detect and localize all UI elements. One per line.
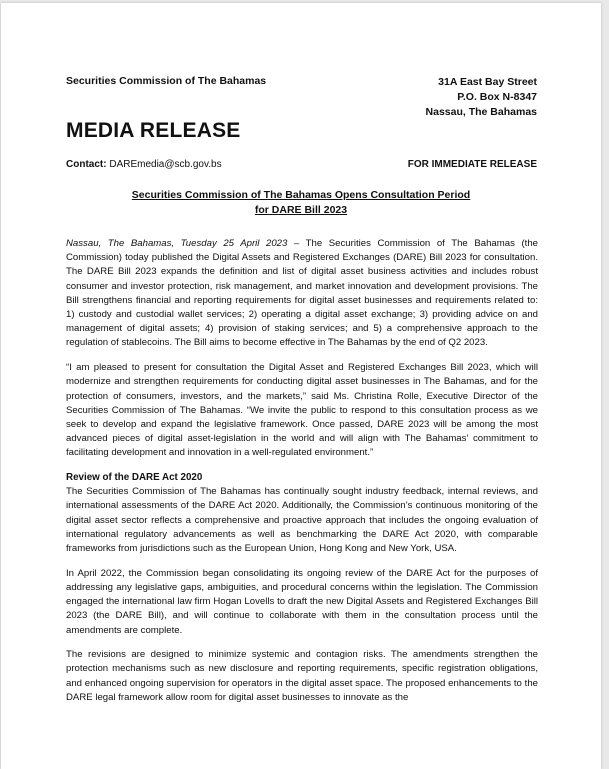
headline-line: for DARE Bill 2023	[254, 204, 348, 216]
headline	[66, 188, 536, 218]
document-page	[1, 3, 601, 769]
paragraph: The revisions are designed to minimize systemic and contagion risks. The amendments strengthen the protection mechanisms such as new disclosure and reporting requirements, specific registration obligations, and enhanced ongoing supervision for operators in the digital asset space. The proposed enhancements to the DARE legal framework allow room for digital asset businesses to innovate as the	[66, 649, 538, 703]
headline-line: Securities Commission of The Bahamas Opens Consultation Period	[131, 189, 471, 201]
paragraph: In April 2022, the Commission began consolidating its ongoing review of the DARE Act for the purposes of addressing any legislative gaps, ambiguities, and procedural concerns within the legislation. The Commission engaged the international law firm Hogan Lovells to draft the new Digital Assets and Registered Exchanges Bill 2023 (the DARE Bill), and will continue to collaborate with them in the consultation process until the amendments are complete.	[66, 567, 538, 636]
section-heading: Review of the DARE Act 2020	[66, 472, 203, 484]
paragraph: “I am pleased to present for consultation the Digital Asset and Registered Exchanges Bill 2023, which will modernize and strengthen requirements for conducting digital asset businesses in The Bahamas, and for the protection of consumers, investors, and the markets,” said Ms. Christina Rolle, Executive Director of the Securities Commission of The Bahamas. “We invite the public to respond to this consultation process as we seek to develop and expand the legislative framework. Once passed, DARE 2023 will be among the most advanced pieces of digital asset-legislation in the world and will align with The Bahamas’ commitment to facilitating development and innovation in a well-regulated environment.”	[66, 362, 538, 459]
body-text	[66, 237, 538, 716]
paragraph	[66, 237, 538, 351]
paragraph: The Securities Commission of The Bahamas has continually sought industry feedback, internal reviews, and international assessments of the DARE Act 2020. Additionally, the Commission’s continuous monitoring of the digital asset sector reflects a comprehensive and proactive approach that includes the ongoing evaluation of international regulatory advancements as well as benchmarking the DARE Act 2020, with comparable frameworks from jurisdictions such as the European Union, Hong Kong and New York, USA.	[66, 486, 538, 555]
address-block	[426, 75, 537, 120]
paragraph-text: – The Securities Commission of The Bahamas (the Commission) today published the Digital Assets and Registered Exchanges (DARE) Bill 2023 for consultation. The DARE Bill 2023 expands the definition and list of digital asset business activities and includes robust consumer and investor protection, risk management, and market innovation and development provisions. The Bill strengthens financial and reporting requirements for digital asset businesses and requirements related to: 1) custody and custodial wallet services; 2) operating a digital asset exchange; 3) providing advice on and management of digital assets; 4) provision of staking services; and 5) a comprehensive approach to the regulation of stablecoins. The Bill aims to become effective in The Bahamas by the end of Q2 2023.	[66, 238, 538, 349]
release-notice: FOR IMMEDIATE RELEASE	[407, 159, 537, 170]
dateline: Nassau, The Bahamas, Tuesday 25 April 2023	[66, 238, 288, 249]
contact-label: Contact:	[66, 159, 107, 170]
contact-email: DAREmedia@scb.gov.bs	[109, 159, 222, 170]
address-line: P.O. Box N-8347	[457, 91, 537, 103]
contact-line	[66, 159, 222, 170]
organization-name: Securities Commission of The Bahamas	[66, 75, 267, 87]
address-line: Nassau, The Bahamas	[425, 106, 537, 118]
page-title: MEDIA RELEASE	[66, 119, 241, 142]
address-line: 31A East Bay Street	[438, 76, 537, 88]
